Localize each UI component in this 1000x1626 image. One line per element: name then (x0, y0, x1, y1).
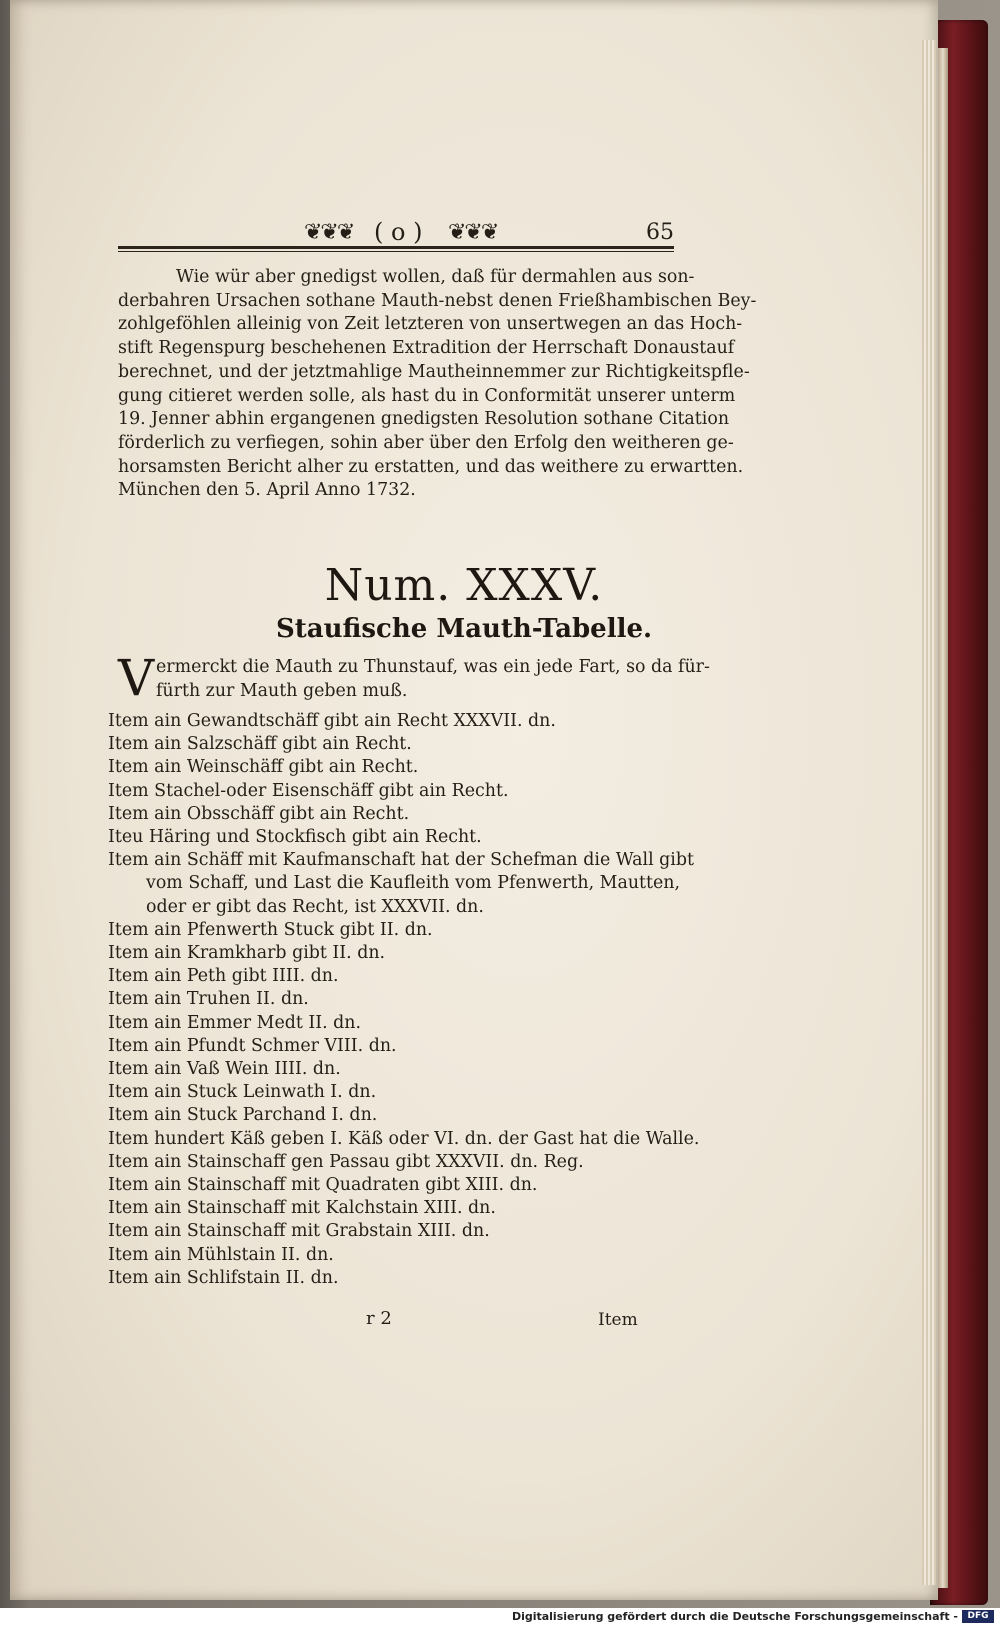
toll-item: Item ain Truhen II. dn. (108, 989, 309, 1010)
toll-item-long (108, 849, 694, 919)
paragraph-line: horsamsten Bericht alher zu erstatten, und das weithere zu erwartten. (118, 456, 744, 477)
drop-initial: V (118, 649, 155, 707)
toll-item: Item ain Gewandtschäff gibt ain Recht XXXVII. dn. (108, 711, 556, 731)
section-subtitle: Staufische Mauth-Tabelle. (275, 614, 653, 644)
paragraph-line: berechnet, und der jetztmahlige Mautheinnemmer zur Richtigkeitspfle- (118, 361, 750, 382)
toll-item: Item ain Emmer Medt II. dn. (108, 1012, 362, 1033)
toll-item: Item ain Vaß Wein IIII. dn. (108, 1059, 341, 1080)
toll-item: Item ain Stainschaff mit Kalchstain XIII. dn. (108, 1198, 496, 1219)
toll-item: Item ain Obsschäff gibt ain Recht. (108, 803, 410, 824)
toll-item: Item ain Stuck Parchand I. dn. (108, 1105, 378, 1126)
toll-item: Item ain Mühlstain II. dn. (108, 1244, 334, 1265)
header-rule (118, 246, 674, 249)
paragraph-line: förderlich zu verfiegen, sohin aber über den Erfolg den weitheren ge- (118, 432, 734, 453)
toll-item: Item ain Salzschäff gibt ain Recht. (108, 734, 412, 755)
dfg-logo: DFG (962, 1610, 994, 1623)
toll-item: Item ain Stuck Leinwath I. dn. (108, 1082, 377, 1103)
paragraph-line: stift Regenspurg beschehenen Extradition der Herrschaft Donaustauf (118, 338, 735, 359)
header-rule-thin (118, 251, 674, 252)
toll-item: Item ain Stainschaff mit Grabstain XIII. dn. (108, 1221, 490, 1242)
ornament-right-icon: ❦❦❦ (448, 220, 498, 245)
signature-mark: r 2 (366, 1308, 392, 1329)
paragraph-line: zohlgeföhlen alleinig von Zeit letzteren von unsertwegen an das Hoch- (118, 314, 743, 335)
toll-item-line: oder er gibt das Recht, ist XXXVII. dn. (146, 896, 484, 917)
section-intro (118, 649, 710, 707)
section-number-title: Num. XXXV. (324, 560, 604, 611)
paragraph-line: Wie wür aber gnedigst wollen, daß für dermahlen aus son- (176, 267, 695, 287)
toll-item: Item hundert Käß geben I. Käß oder VI. dn. der Gast hat die Walle. (108, 1128, 700, 1149)
toll-item: Item ain Stainschaff mit Quadraten gibt XIII. dn. (108, 1175, 538, 1196)
toll-item-list (108, 710, 700, 1290)
toll-item-line: Item ain Schäff mit Kaufmanschaft hat der Schefman die Wall gibt (108, 850, 694, 871)
toll-item: Item ain Weinschäff gibt ain Recht. (108, 757, 419, 778)
intro-line: ermerckt die Mauth zu Thunstauf, was ein jede Fart, so da für- (156, 657, 710, 677)
opening-paragraph (118, 266, 757, 503)
toll-item: Item ain Peth gibt IIII. dn. (108, 966, 339, 987)
toll-item: Item ain Schlifstain II. dn. (108, 1267, 339, 1288)
running-header (118, 218, 674, 246)
toll-item: Item ain Stainschaff gen Passau gibt XXXVII. dn. Reg. (108, 1151, 584, 1172)
page-number: 65 (646, 220, 674, 245)
intro-line: fürth zur Mauth geben muß. (156, 681, 408, 701)
toll-item: Item ain Pfenwerth Stuck gibt II. dn. (108, 919, 433, 940)
catchword: Item (598, 1310, 638, 1330)
digitization-credit: Digitalisierung gefördert durch die Deutsche Forschungsgemeinschaft - (511, 1610, 958, 1623)
cover-edge (938, 48, 948, 1588)
page-mark: ( o ) (374, 218, 423, 246)
paragraph-line: gung citieret werden solle, als hast du in Conformität unserer unterm (118, 385, 736, 406)
toll-item: Item Stachel-oder Eisenschäff gibt ain Recht. (108, 780, 509, 801)
ornament-left-icon: ❦❦❦ (304, 220, 354, 245)
paragraph-line: München den 5. April Anno 1732. (118, 480, 416, 501)
toll-item: Iteu Häring und Stockfisch gibt ain Recht. (108, 827, 482, 848)
paragraph-line: 19. Jenner abhin ergangenen gnedigsten Resolution sothane Citation (118, 409, 730, 430)
paragraph-line: derbahren Ursachen sothane Mauth-nebst denen Frießhambischen Bey- (118, 290, 757, 311)
toll-item: Item ain Kramkharb gibt II. dn. (108, 943, 386, 964)
toll-item-line: vom Schaff, und Last die Kaufleith vom Pfenwerth, Mautten, (146, 873, 681, 894)
toll-item: Item ain Pfundt Schmer VIII. dn. (108, 1035, 397, 1056)
page-edges (922, 40, 936, 1585)
